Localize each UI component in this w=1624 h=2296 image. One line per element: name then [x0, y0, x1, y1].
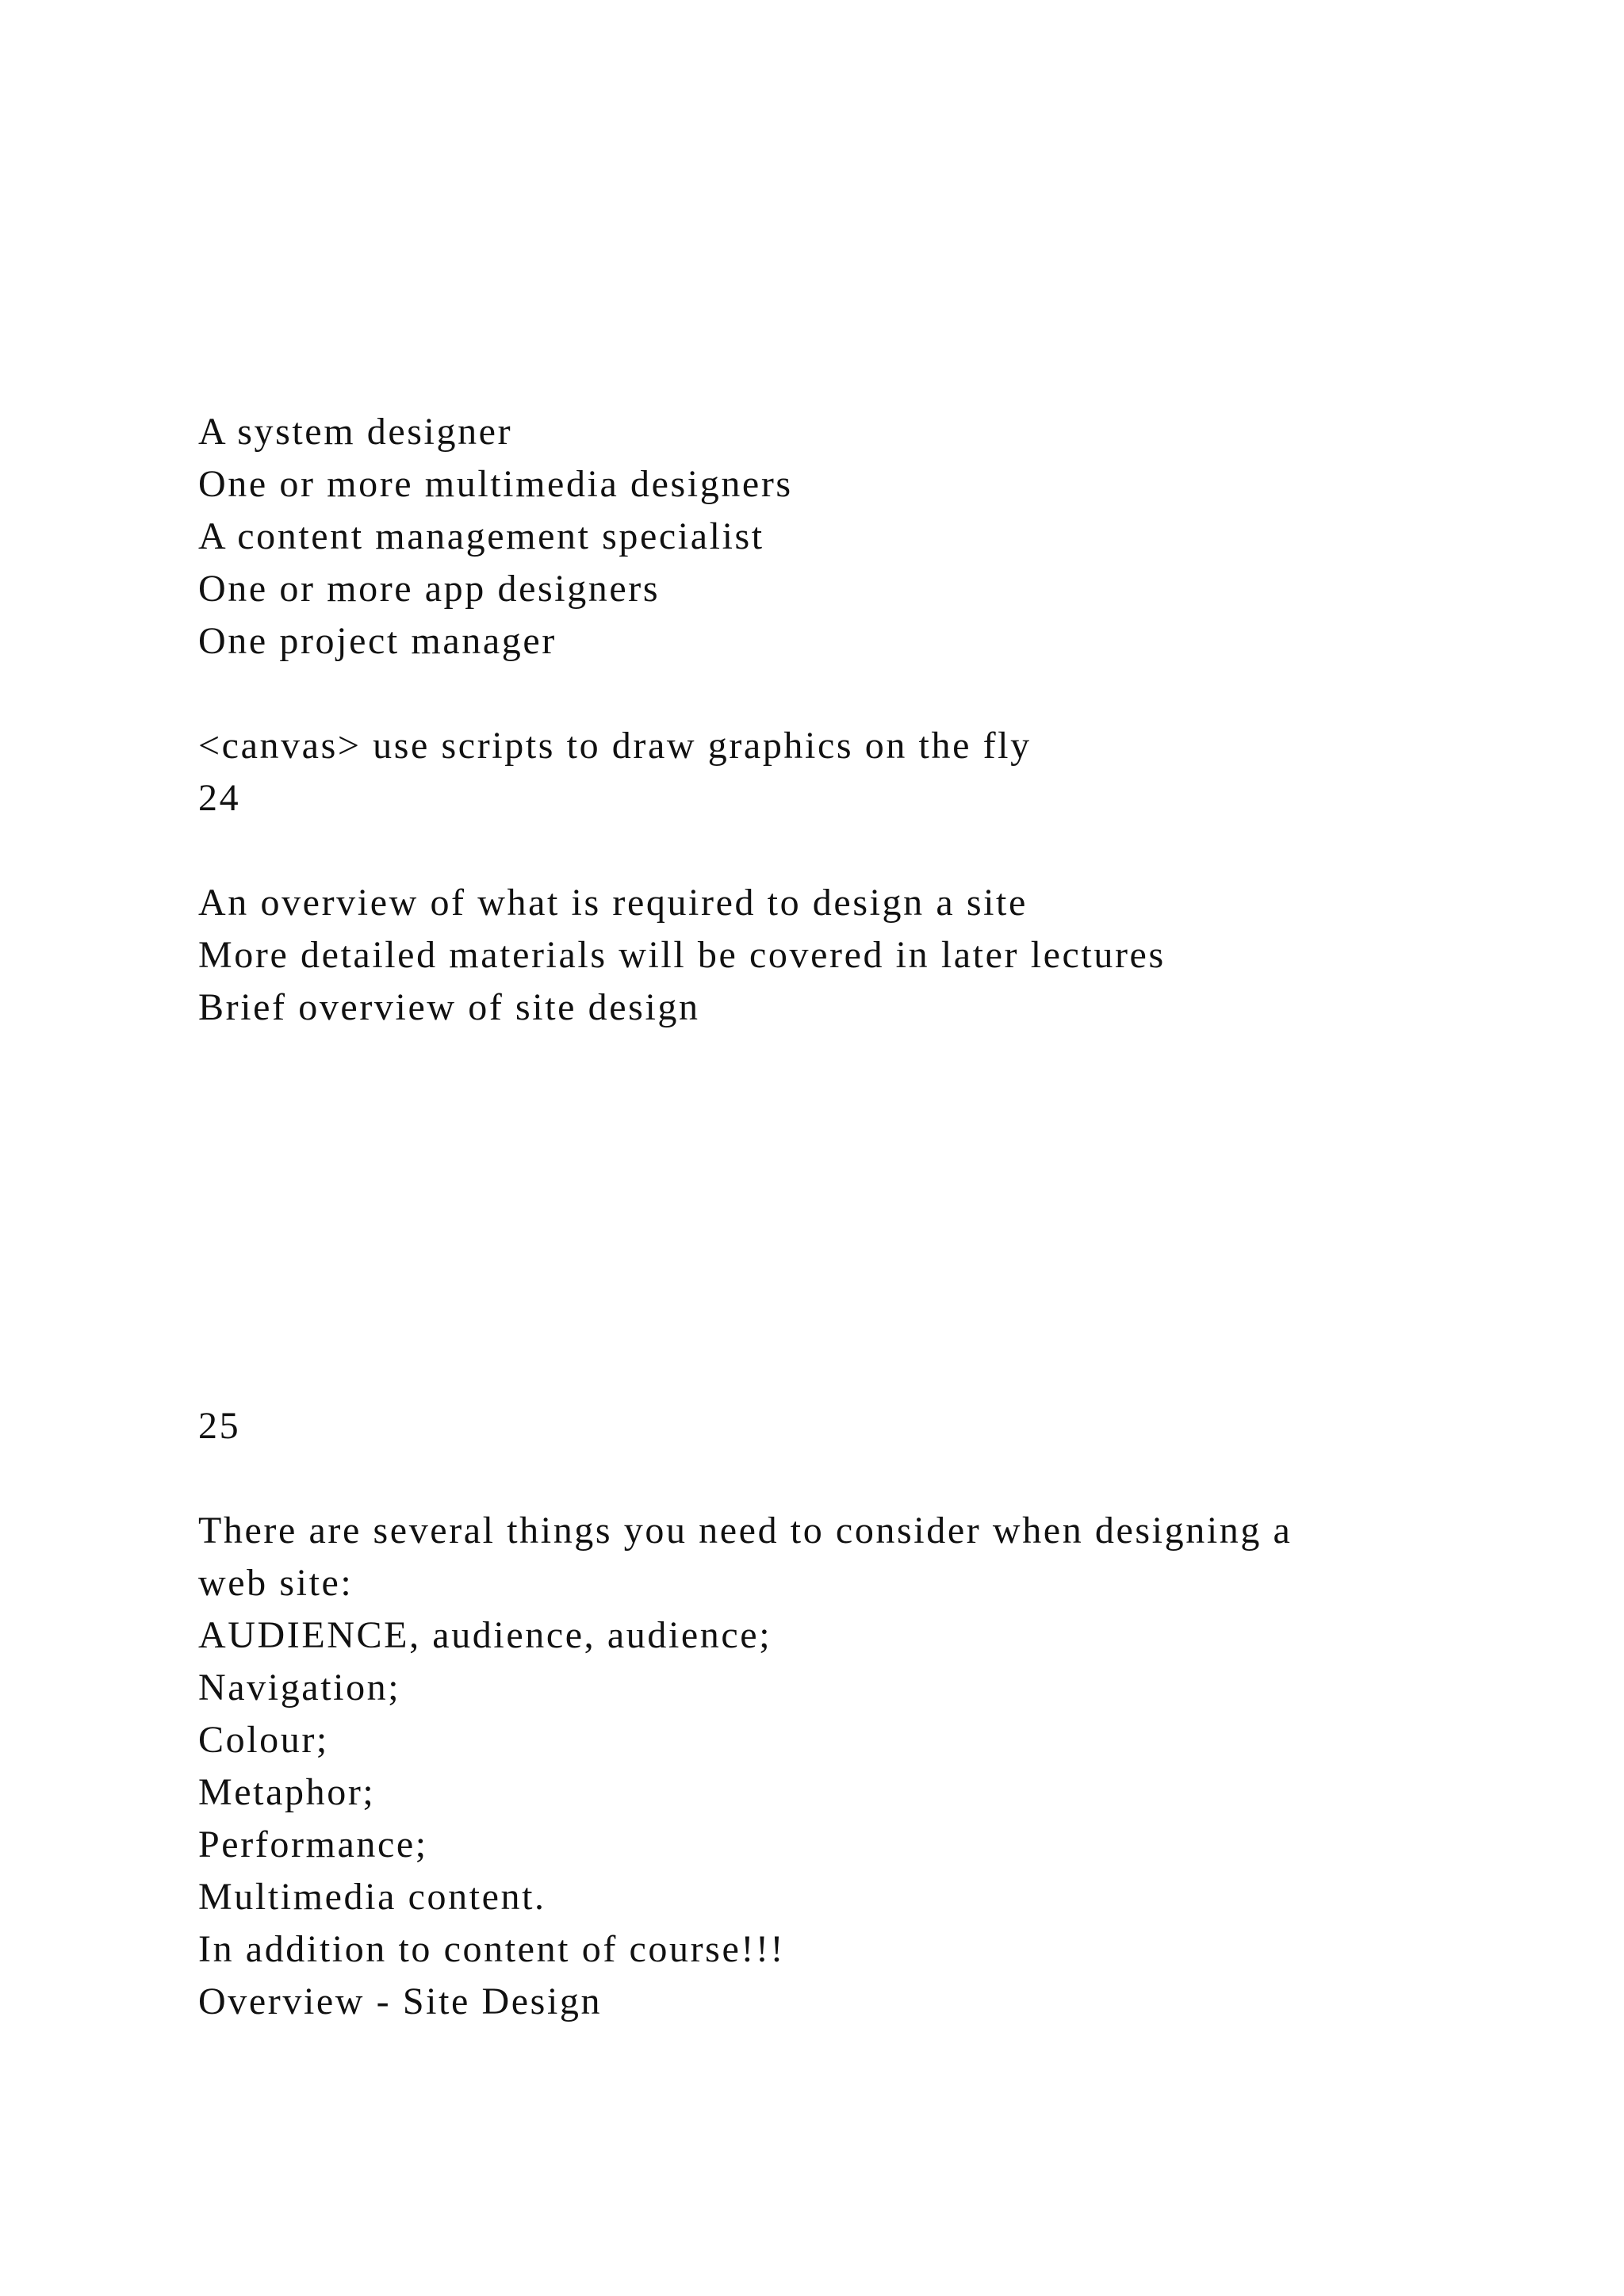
text-line: A content management specialist [198, 515, 764, 557]
text-line: There are several things you need to consider when designing a [198, 1510, 1293, 1552]
page-number: 24 [198, 777, 241, 819]
text-line: Brief overview of site design [198, 986, 700, 1028]
text-line: Colour; [198, 1719, 329, 1761]
text-line: More detailed materials will be covered in later lectures [198, 934, 1166, 976]
section-title: Overview - Site Design [198, 1980, 603, 2022]
text-line: An overview of what is required to design a site [198, 882, 1028, 924]
text-line: One or more multimedia designers [198, 463, 793, 505]
text-line: <canvas> use scripts to draw graphics on the fly [198, 725, 1032, 767]
text-line: Performance; [198, 1823, 428, 1866]
text-line: Multimedia content. [198, 1876, 546, 1918]
text-line: Metaphor; [198, 1771, 376, 1813]
page-number: 25 [198, 1405, 241, 1447]
text-line: One or more app designers [198, 568, 661, 610]
text-line: Navigation; [198, 1667, 401, 1709]
text-line: web site: [198, 1562, 354, 1604]
text-line: One project manager [198, 620, 557, 662]
text-line: A system designer [198, 411, 513, 453]
text-line: In addition to content of course!!! [198, 1928, 786, 1970]
text-line: AUDIENCE, audience, audience; [198, 1614, 772, 1656]
